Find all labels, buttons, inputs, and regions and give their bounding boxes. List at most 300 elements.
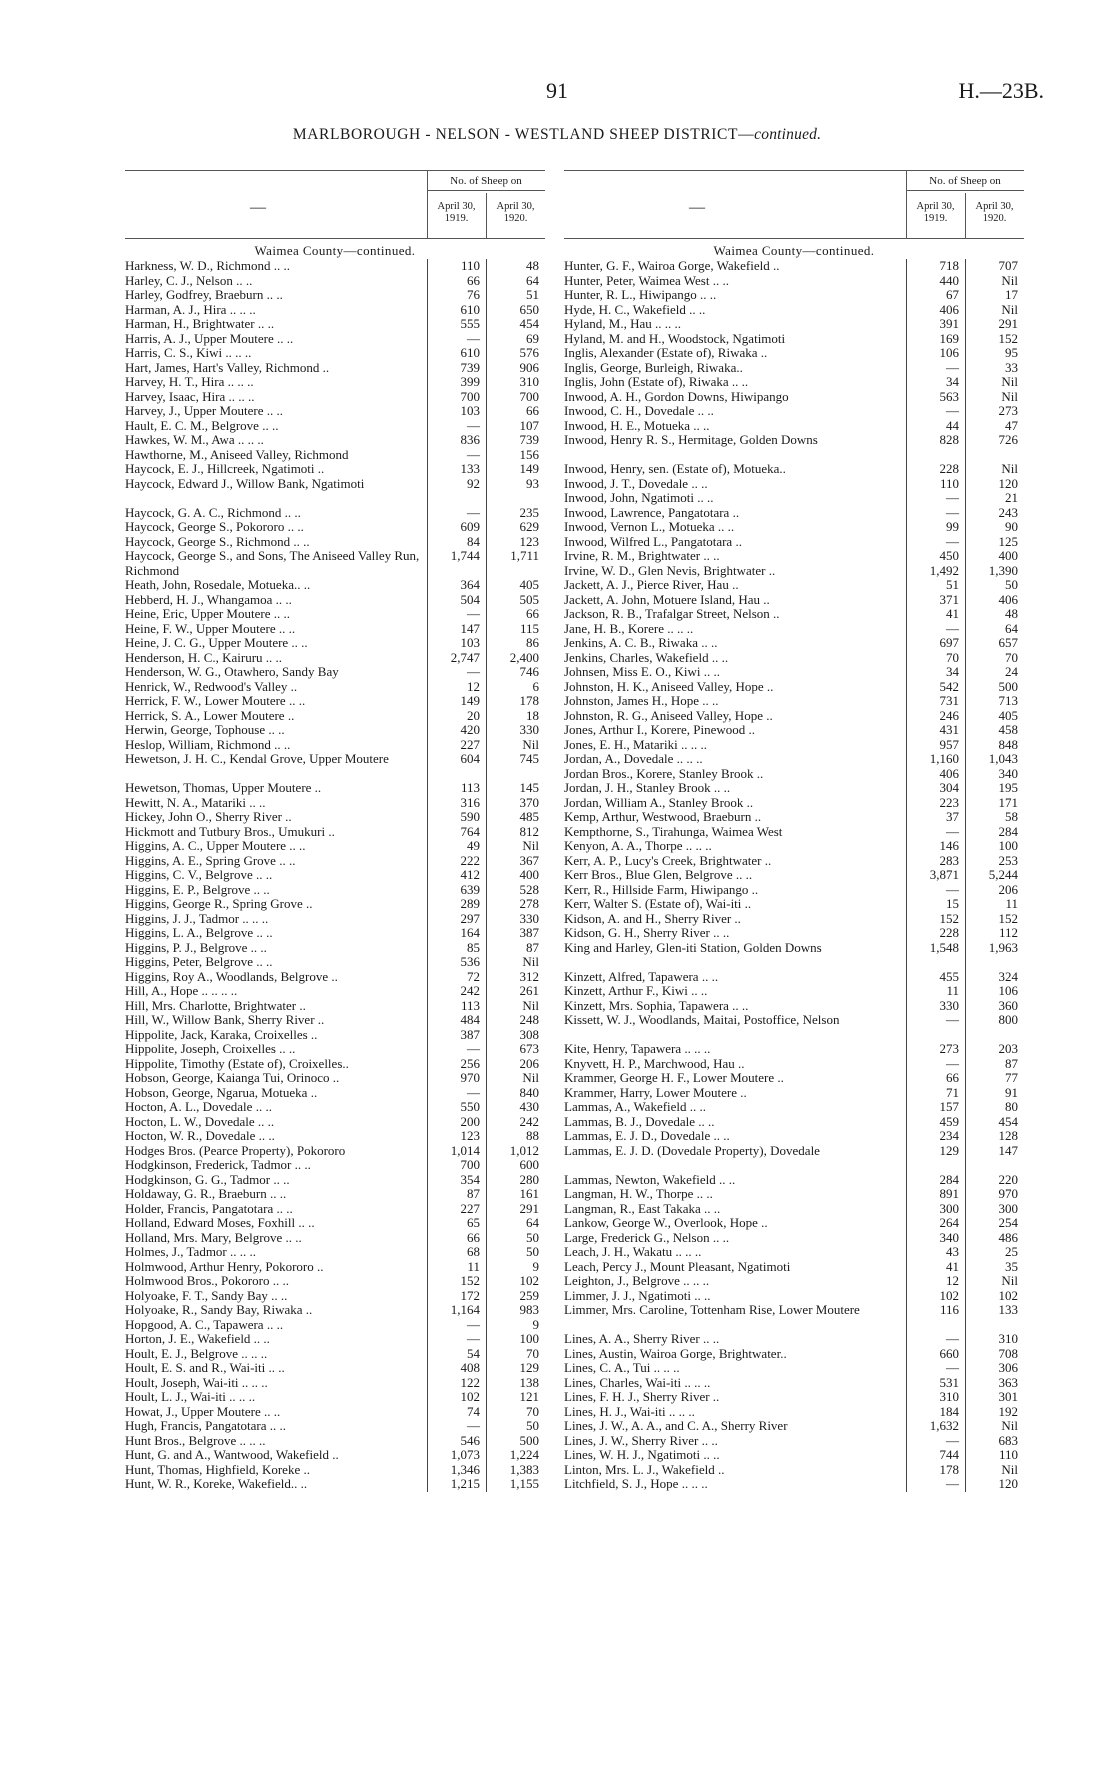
table-row bbox=[564, 912, 1024, 927]
sheep-1920: 235 bbox=[519, 504, 539, 520]
sheep-1919: 273 bbox=[939, 1041, 959, 1056]
sheep-1920: 128 bbox=[998, 1128, 1018, 1143]
owner-name: Inwood, C. H., Dovedale .. .. bbox=[564, 404, 714, 418]
sheep-1920: 458 bbox=[998, 722, 1018, 737]
sheep-1919: — bbox=[946, 1432, 959, 1448]
table-row bbox=[125, 883, 545, 898]
owner-name: Hunt, G. and A., Wantwood, Wakefield .. bbox=[125, 1448, 339, 1462]
owner-name: Hunter, R. L., Hiwipango .. .. bbox=[564, 288, 717, 302]
sheep-1920: 1,155 bbox=[509, 1476, 539, 1491]
owner-name: Holdaway, G. R., Braeburn .. .. bbox=[125, 1187, 287, 1201]
sheep-1920: 983 bbox=[519, 1302, 539, 1317]
sheep-1920: 123 bbox=[519, 533, 539, 549]
owner-name: Holmwood, Arthur Henry, Pokororo .. bbox=[125, 1259, 324, 1274]
table-row bbox=[564, 1013, 1024, 1042]
table-row bbox=[564, 1216, 1024, 1231]
sheep-1920: 906 bbox=[519, 359, 539, 375]
sheep-1920: 24 bbox=[1005, 664, 1018, 679]
table-row bbox=[564, 346, 1024, 361]
sheep-1919: — bbox=[946, 823, 959, 839]
owner-name: Hebberd, H. J., Whangamoa .. .. bbox=[125, 592, 292, 607]
table-row bbox=[564, 883, 1024, 898]
table-row bbox=[564, 1332, 1024, 1347]
table-row bbox=[564, 549, 1024, 564]
sheep-1919: 51 bbox=[946, 577, 959, 592]
sheep-1920: 259 bbox=[519, 1287, 539, 1303]
sheep-1919: 340 bbox=[939, 1229, 959, 1245]
owner-name: Inwood, Lawrence, Pangatotara .. bbox=[564, 505, 740, 520]
owner-name: Hunter, Peter, Waimea West .. .. bbox=[564, 273, 729, 288]
owner-name: Heine, F. W., Upper Moutere .. .. bbox=[125, 621, 296, 636]
owner-name: Harman, H., Brightwater .. .. bbox=[125, 317, 275, 331]
sheep-1919: 200 bbox=[460, 1113, 480, 1129]
owner-name: Lines, J. W., A. A., and C. A., Sherry River bbox=[564, 1419, 788, 1433]
table-row bbox=[125, 1448, 545, 1463]
sheep-1919: — bbox=[467, 417, 480, 433]
table-row bbox=[564, 1057, 1024, 1072]
owner-name: Inglis, George, Burleigh, Riwaka.. bbox=[564, 360, 743, 375]
table-row bbox=[125, 1376, 545, 1391]
owner-name: Lammas, B. J., Dovedale .. .. bbox=[564, 1114, 715, 1129]
sheep-1920: 58 bbox=[1005, 809, 1018, 824]
sheep-1920: 405 bbox=[998, 707, 1018, 723]
sheep-1920: 9 bbox=[532, 1316, 539, 1332]
table-row bbox=[564, 1100, 1024, 1115]
sheep-1920: 121 bbox=[519, 1389, 539, 1404]
name-column-dash: — bbox=[689, 199, 705, 216]
table-row bbox=[125, 375, 545, 390]
sheep-1920: 248 bbox=[519, 1012, 539, 1027]
sheep-1919: 542 bbox=[939, 678, 959, 694]
owner-name: Hunt Bros., Belgrove .. .. .. bbox=[125, 1433, 266, 1448]
sheep-1920: 254 bbox=[998, 1215, 1018, 1230]
sheep-1919: — bbox=[946, 490, 959, 505]
sheep-1919: 1,346 bbox=[450, 1461, 480, 1477]
owner-name: Henrick, W., Redwood's Valley .. bbox=[125, 679, 298, 694]
sheep-1919: 391 bbox=[939, 316, 959, 331]
table-row bbox=[125, 839, 545, 854]
owner-name: Holyoake, R., Sandy Bay, Riwaka .. bbox=[125, 1303, 313, 1317]
table-row bbox=[564, 680, 1024, 695]
sheep-1920: 25 bbox=[1005, 1244, 1018, 1259]
table-row bbox=[125, 709, 545, 724]
sheep-1919: — bbox=[946, 620, 959, 636]
sheep-1919: 289 bbox=[460, 896, 480, 911]
table-row bbox=[564, 390, 1024, 405]
sheep-1920: 629 bbox=[519, 519, 539, 534]
owner-name: Kidson, A. and H., Sherry River .. bbox=[564, 911, 741, 926]
sheep-1919: 85 bbox=[467, 939, 480, 955]
sheep-1919: — bbox=[467, 1084, 480, 1100]
sheep-1920: 138 bbox=[519, 1374, 539, 1390]
owner-name: Jordan, J. H., Stanley Brook .. .. bbox=[564, 781, 731, 795]
sheep-1920: 708 bbox=[998, 1345, 1018, 1361]
sheep-1919: 99 bbox=[946, 519, 959, 534]
table-row bbox=[125, 1289, 545, 1304]
sheep-1920: 115 bbox=[519, 620, 539, 636]
sheep-1919: 412 bbox=[460, 867, 480, 882]
owner-name: Hoult, E. J., Belgrove .. .. .. bbox=[125, 1346, 268, 1361]
table-row bbox=[125, 1187, 545, 1202]
sheep-1920: 17 bbox=[1005, 287, 1018, 302]
sheep-1919: 316 bbox=[460, 794, 480, 810]
owner-name: Leach, Percy J., Mount Pleasant, Ngatimoti bbox=[564, 1259, 791, 1274]
table-row bbox=[125, 1028, 545, 1043]
owner-name: Hawthorne, M., Aniseed Valley, Richmond bbox=[125, 447, 349, 462]
sheep-1920: 6 bbox=[532, 678, 539, 694]
sheep-1919: 450 bbox=[939, 548, 959, 563]
table-row bbox=[564, 332, 1024, 347]
sheep-1919: 660 bbox=[939, 1345, 959, 1361]
sheep-1920: 430 bbox=[519, 1099, 539, 1114]
table-row bbox=[125, 622, 545, 637]
table-row bbox=[564, 288, 1024, 303]
table-row bbox=[125, 448, 545, 463]
table-row bbox=[125, 1071, 545, 1086]
table-row bbox=[564, 854, 1024, 869]
sheep-1919: 891 bbox=[939, 1186, 959, 1201]
sheep-1920: Nil bbox=[1001, 374, 1018, 389]
sheep-1919: 744 bbox=[939, 1447, 959, 1462]
owner-name: Harvey, Isaac, Hira .. .. .. bbox=[125, 389, 255, 404]
sheep-1919: 227 bbox=[460, 736, 480, 752]
owner-name: Inwood, Wilfred L., Pangatotara .. bbox=[564, 534, 742, 549]
table-row bbox=[125, 984, 545, 999]
owner-name: Lines, Austin, Wairoa Gorge, Brightwater.. bbox=[564, 1346, 787, 1361]
owner-name: Horton, J. E., Wakefield .. .. bbox=[125, 1332, 270, 1346]
owner-name: Inwood, A. H., Gordon Downs, Hiwipango bbox=[564, 389, 789, 404]
sheep-1919: — bbox=[946, 1360, 959, 1375]
sheep-1919: 697 bbox=[939, 635, 959, 650]
owner-name: Litchfield, S. J., Hope .. .. .. bbox=[564, 1477, 708, 1491]
sheep-1919: 184 bbox=[939, 1403, 959, 1419]
table-row bbox=[125, 1419, 545, 1434]
sheep-1920: 243 bbox=[998, 504, 1018, 520]
sheep-1920: 50 bbox=[526, 1229, 539, 1245]
sheep-1919: 242 bbox=[460, 983, 480, 998]
table-row bbox=[125, 462, 545, 477]
sheep-1919: 330 bbox=[939, 997, 959, 1013]
sheep-1920: 324 bbox=[998, 968, 1018, 984]
owner-name: Higgins, Peter, Belgrove .. .. bbox=[125, 955, 273, 969]
sheep-1920: 454 bbox=[519, 316, 539, 331]
owner-name: Jenkins, Charles, Wakefield .. .. bbox=[564, 650, 729, 665]
sheep-1919: 604 bbox=[460, 751, 480, 766]
sheep-1919: 169 bbox=[939, 330, 959, 346]
sheep-1920: 70 bbox=[526, 1403, 539, 1419]
sheep-1920: 300 bbox=[998, 1200, 1018, 1216]
owner-name: Lines, W. H. J., Ngatimoti .. .. bbox=[564, 1448, 720, 1462]
table-row bbox=[125, 259, 545, 274]
sheep-1920: 11 bbox=[1005, 896, 1018, 911]
sheep-1920: 107 bbox=[519, 417, 539, 433]
table-row bbox=[125, 680, 545, 695]
left-table bbox=[125, 170, 545, 1492]
sheep-1919: 12 bbox=[946, 1273, 959, 1288]
owner-name: Hobson, George, Kaianga Tui, Orinoco .. bbox=[125, 1071, 340, 1085]
owner-name: Holder, Francis, Pangatotara .. .. bbox=[125, 1201, 293, 1216]
table-row bbox=[125, 1216, 545, 1231]
owner-name: Kerr, R., Hillside Farm, Hiwipango .. bbox=[564, 882, 759, 897]
table-row bbox=[564, 694, 1024, 709]
title-main: MARLBOROUGH - NELSON - WESTLAND SHEEP DISTRICT— bbox=[292, 126, 755, 143]
sheep-1919: 34 bbox=[946, 664, 959, 679]
owner-name: Lines, C. A., Tui .. .. .. bbox=[564, 1361, 680, 1375]
table-row bbox=[564, 535, 1024, 550]
owner-name: Leach, J. H., Wakatu .. .. .. bbox=[564, 1245, 702, 1259]
sheep-1919: — bbox=[467, 1418, 480, 1433]
sheep-1920: 80 bbox=[1005, 1099, 1018, 1114]
sheep-1919: 66 bbox=[946, 1070, 959, 1085]
sheep-1920: 485 bbox=[519, 809, 539, 824]
table-row bbox=[125, 941, 545, 956]
table-row bbox=[564, 1144, 1024, 1173]
sheep-1919: 431 bbox=[939, 722, 959, 737]
table-row bbox=[125, 1318, 545, 1333]
sheep-1919: 152 bbox=[460, 1273, 480, 1288]
table-row bbox=[564, 1303, 1024, 1332]
owner-name: Herrick, S. A., Lower Moutere .. bbox=[125, 708, 295, 723]
col-1920-label: April 30, 1920. bbox=[975, 201, 1014, 224]
owner-name: Harris, A. J., Upper Moutere .. .. bbox=[125, 331, 294, 346]
sheep-1919: 49 bbox=[467, 838, 480, 853]
owner-name: Hart, James, Hart's Valley, Richmond .. bbox=[125, 360, 330, 375]
sheep-1920: 340 bbox=[998, 765, 1018, 781]
owner-name: Higgins, A. E., Spring Grove .. .. bbox=[125, 853, 296, 868]
table-row bbox=[125, 317, 545, 332]
owner-name: Lines, F. H. J., Sherry River .. bbox=[564, 1390, 720, 1404]
owner-name: Hill, A., Hope .. .. .. .. bbox=[125, 984, 238, 998]
owner-name: Hobson, George, Ngarua, Motueka .. bbox=[125, 1085, 318, 1100]
table-row bbox=[564, 738, 1024, 753]
table-row bbox=[125, 970, 545, 985]
table-row bbox=[125, 1231, 545, 1246]
owner-name: Lines, J. W., Sherry River .. .. bbox=[564, 1433, 718, 1448]
sheep-1919: 484 bbox=[460, 1012, 480, 1027]
owner-name: Lines, A. A., Sherry River .. .. bbox=[564, 1332, 720, 1346]
sheep-1919: 123 bbox=[460, 1128, 480, 1143]
sheep-1920: 33 bbox=[1005, 359, 1018, 375]
sheep-1920: Nil bbox=[1001, 1461, 1018, 1477]
sheep-1920: 291 bbox=[998, 316, 1018, 331]
table-row bbox=[125, 1042, 545, 1057]
sheep-1920: Nil bbox=[1001, 1273, 1018, 1288]
table-row bbox=[125, 1144, 545, 1159]
owner-name: Hewetson, J. H. C., Kendal Grove, Upper Moutere bbox=[125, 752, 389, 766]
owner-name: Holmes, J., Tadmor .. .. .. bbox=[125, 1245, 257, 1259]
table-row bbox=[125, 593, 545, 608]
sheep-1919: 836 bbox=[460, 432, 480, 447]
owner-name: Harvey, J., Upper Moutere .. .. bbox=[125, 404, 283, 418]
table-row bbox=[564, 709, 1024, 724]
sheep-1920: 713 bbox=[998, 693, 1018, 708]
sheep-1920: Nil bbox=[1001, 1418, 1018, 1433]
sheep-1919: 106 bbox=[939, 345, 959, 360]
owner-name: Kissett, W. J., Woodlands, Maitai, Postoffice, Nelson bbox=[564, 1013, 840, 1027]
sheep-1920: 284 bbox=[998, 823, 1018, 839]
sheep-1920: 745 bbox=[519, 751, 539, 766]
sheep-1919: — bbox=[467, 1331, 480, 1346]
sheep-1919: 387 bbox=[460, 1026, 480, 1042]
table-row bbox=[125, 912, 545, 927]
table-row bbox=[564, 1231, 1024, 1246]
sheep-1919: 300 bbox=[939, 1200, 959, 1216]
sheep-1919: 310 bbox=[939, 1389, 959, 1404]
sheep-1920: Nil bbox=[522, 736, 539, 752]
sheep-1919: 223 bbox=[939, 794, 959, 810]
table-row bbox=[125, 810, 545, 825]
sheep-1920: 310 bbox=[519, 374, 539, 389]
owner-name: Irvine, W. D., Glen Nevis, Brightwater .. bbox=[564, 563, 776, 578]
table-row bbox=[125, 1115, 545, 1130]
owner-name: Kinzett, Arthur F., Kiwi .. .. bbox=[564, 984, 708, 998]
owner-name: Higgins, L. A., Belgrove .. .. bbox=[125, 926, 273, 940]
table-row bbox=[125, 303, 545, 318]
table-row bbox=[564, 796, 1024, 811]
owner-name: Hunt, Thomas, Highfield, Koreke .. bbox=[125, 1462, 310, 1477]
sheep-1920: Nil bbox=[522, 997, 539, 1013]
owner-name: Hewetson, Thomas, Upper Moutere .. bbox=[125, 781, 322, 795]
sheep-1920: 253 bbox=[998, 852, 1018, 868]
sheep-1919: 364 bbox=[460, 577, 480, 592]
table-row bbox=[564, 665, 1024, 680]
owner-name: Hoult, Joseph, Wai-iti .. .. .. bbox=[125, 1375, 268, 1390]
sheep-1920: 120 bbox=[998, 475, 1018, 491]
table-row bbox=[125, 781, 545, 796]
sheep-1919: 297 bbox=[460, 910, 480, 926]
owner-name: Heath, John, Rosedale, Motueka.. .. bbox=[125, 578, 311, 592]
sheep-1919: — bbox=[946, 359, 959, 375]
table-row bbox=[564, 636, 1024, 651]
owner-name: Heslop, William, Richmond .. .. bbox=[125, 737, 291, 752]
table-row bbox=[125, 1086, 545, 1101]
sheep-1919: — bbox=[946, 1012, 959, 1027]
sheep-1919: 41 bbox=[946, 1258, 959, 1274]
sheep-1920: 657 bbox=[998, 635, 1018, 650]
sheep-1920: 203 bbox=[998, 1041, 1018, 1056]
table-row bbox=[125, 999, 545, 1014]
table-row bbox=[564, 375, 1024, 390]
owner-name: Heine, Eric, Upper Moutere .. .. bbox=[125, 607, 290, 621]
sheep-1920: 112 bbox=[998, 925, 1018, 940]
sheep-1919: 70 bbox=[946, 649, 959, 665]
table-row bbox=[564, 1071, 1024, 1086]
sheep-1919: 66 bbox=[467, 1229, 480, 1245]
sheep-1920: 273 bbox=[998, 403, 1018, 418]
sheep-1920: 206 bbox=[519, 1055, 539, 1071]
owner-name: Higgins, E. P., Belgrove .. .. bbox=[125, 882, 270, 897]
sheep-1919: 420 bbox=[460, 722, 480, 737]
owner-name: Harkness, W. D., Richmond .. .. bbox=[125, 259, 291, 273]
sheep-1919: 20 bbox=[467, 707, 480, 723]
owner-name: Kerr, A. P., Lucy's Creek, Brightwater .. bbox=[564, 853, 772, 868]
owner-name: Hugh, Francis, Pangatotara .. .. bbox=[125, 1419, 287, 1433]
owner-name: Hippolite, Jack, Karaka, Croixelles .. bbox=[125, 1027, 318, 1042]
sheep-1919: 103 bbox=[460, 403, 480, 418]
sheep-1919: — bbox=[946, 1476, 959, 1491]
sheep-1920: 171 bbox=[998, 794, 1018, 810]
sheep-1919: 110 bbox=[939, 475, 959, 491]
sheep-1919: 284 bbox=[939, 1171, 959, 1187]
sheep-1920: 50 bbox=[1005, 577, 1018, 592]
table-row bbox=[564, 970, 1024, 985]
table-row bbox=[564, 752, 1024, 767]
sheep-1919: 354 bbox=[460, 1171, 480, 1187]
owner-name: King and Harley, Glen-iti Station, Golden Downs bbox=[564, 940, 822, 955]
sheep-1919: 228 bbox=[939, 461, 959, 476]
table-row bbox=[564, 825, 1024, 840]
sheep-1920: 106 bbox=[998, 983, 1018, 998]
sheep-1919: 129 bbox=[939, 1142, 959, 1158]
sheep-1920: 280 bbox=[519, 1171, 539, 1187]
sheep-1919: 178 bbox=[939, 1461, 959, 1477]
sheep-1919: 11 bbox=[946, 983, 959, 998]
owner-name: Kite, Henry, Tapawera .. .. .. bbox=[564, 1042, 711, 1056]
owner-name: Holland, Edward Moses, Foxhill .. .. bbox=[125, 1216, 315, 1230]
sheep-1919: 536 bbox=[460, 954, 480, 969]
sheep-1919: 371 bbox=[939, 591, 959, 607]
sheep-1920: 454 bbox=[998, 1113, 1018, 1129]
sheep-1920: 500 bbox=[519, 1432, 539, 1448]
table-row bbox=[125, 955, 545, 970]
table-row bbox=[125, 1332, 545, 1347]
owner-name: Inwood, H. E., Motueka .. .. bbox=[564, 418, 710, 433]
sheep-1920: 360 bbox=[998, 997, 1018, 1013]
sheep-1919: 152 bbox=[939, 910, 959, 926]
sheep-1920: 576 bbox=[519, 345, 539, 360]
owner-name: Hyde, H. C., Wakefield .. .. bbox=[564, 302, 706, 317]
sheep-1920: 2,400 bbox=[509, 649, 539, 665]
sheep-1919: 828 bbox=[939, 432, 959, 447]
sheep-1919: 1,632 bbox=[929, 1418, 959, 1433]
owner-name: Hunter, G. F., Wairoa Gorge, Wakefield .. bbox=[564, 259, 780, 273]
col-1920-label: April 30, 1920. bbox=[496, 201, 535, 224]
owner-name: Holyoake, F. T., Sandy Bay .. .. bbox=[125, 1288, 288, 1303]
owner-name: Kinzett, Alfred, Tapawera .. .. bbox=[564, 969, 719, 984]
owner-name: Hawkes, W. M., Awa .. .. .. bbox=[125, 433, 264, 447]
sheep-1919: 15 bbox=[946, 896, 959, 911]
owner-name: Henderson, H. C., Kairuru .. .. bbox=[125, 650, 283, 665]
sheep-1920: 840 bbox=[519, 1084, 539, 1100]
sheep-1920: 90 bbox=[1005, 519, 1018, 534]
table-row bbox=[125, 1477, 545, 1492]
sheep-group-label: No. of Sheep on bbox=[906, 175, 1024, 191]
sheep-1920: 102 bbox=[519, 1273, 539, 1288]
sheep-1920: 69 bbox=[526, 330, 539, 346]
sheep-1919: 2,747 bbox=[450, 649, 480, 665]
owner-name: Large, Frederick G., Nelson .. .. bbox=[564, 1230, 730, 1245]
table-row bbox=[125, 1245, 545, 1260]
sheep-1919: 71 bbox=[946, 1084, 959, 1100]
sheep-1919: 116 bbox=[939, 1302, 959, 1317]
sheep-1919: 440 bbox=[939, 272, 959, 288]
table-row bbox=[564, 1260, 1024, 1275]
table-row bbox=[564, 1347, 1024, 1362]
sheep-1920: 1,390 bbox=[988, 562, 1018, 578]
sheep-1919: — bbox=[467, 504, 480, 520]
table-row bbox=[564, 419, 1024, 434]
sheep-1920: 400 bbox=[998, 548, 1018, 563]
sheep-1920: 1,963 bbox=[988, 939, 1018, 955]
table-row bbox=[564, 1187, 1024, 1202]
sheep-1920: 746 bbox=[519, 664, 539, 679]
sheep-1920: 1,012 bbox=[509, 1142, 539, 1158]
sheep-1920: Nil bbox=[1001, 461, 1018, 476]
sheep-1920: 650 bbox=[519, 301, 539, 317]
owner-name: Herrick, F. W., Lower Moutere .. .. bbox=[125, 694, 306, 708]
sheep-1920: Nil bbox=[1001, 301, 1018, 317]
right-rows bbox=[564, 259, 1024, 1492]
